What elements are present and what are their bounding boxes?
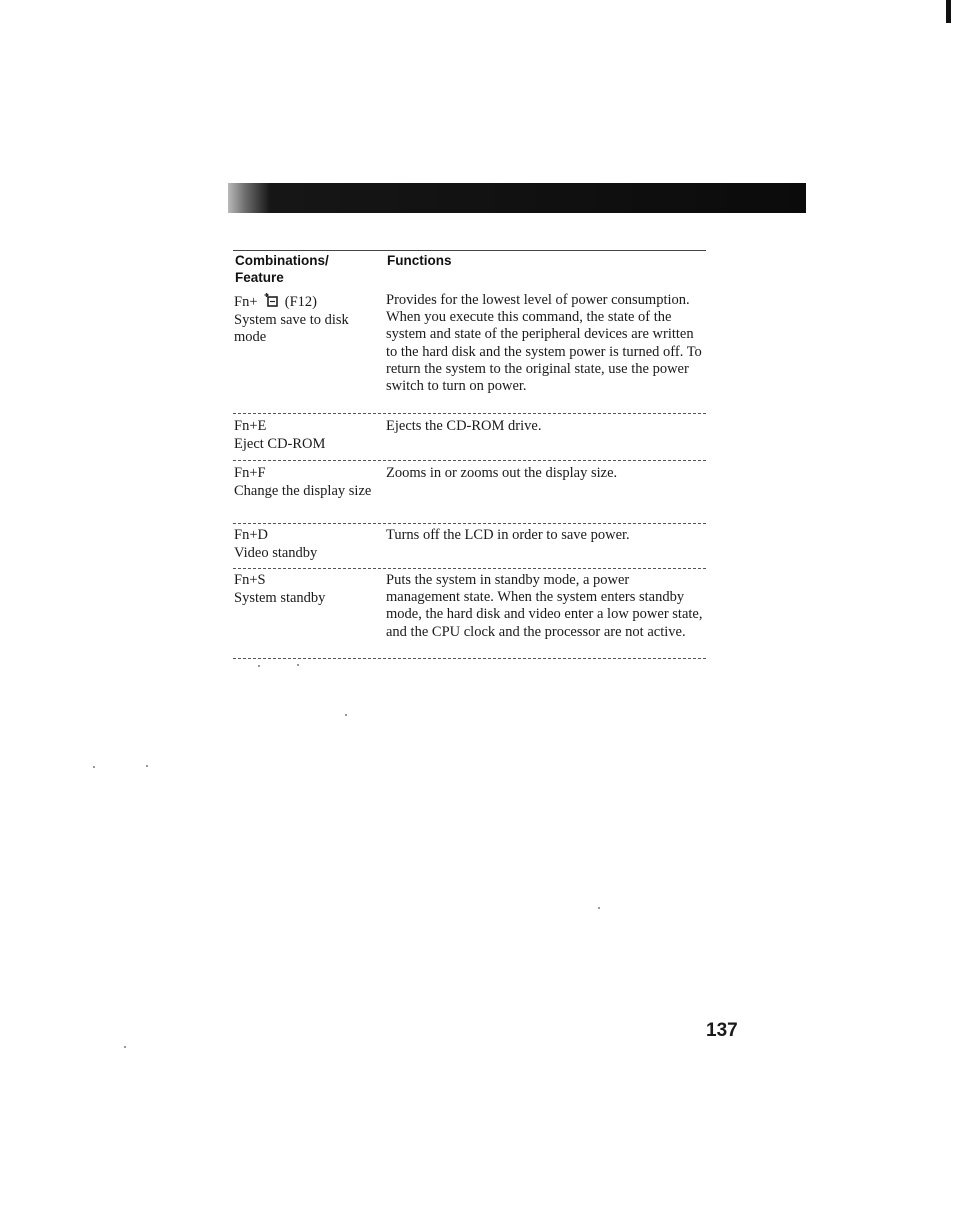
feature-name: Change the display size: [234, 482, 372, 499]
function-description: Turns off the LCD in order to save power.: [386, 527, 630, 543]
feature-name: System standby: [234, 589, 326, 606]
row-divider: [233, 658, 706, 659]
combo-key: Fn+E: [234, 418, 267, 434]
scan-speck: [146, 765, 148, 767]
scan-speck: [124, 1046, 126, 1048]
function-description: Ejects the CD-ROM drive.: [386, 418, 542, 434]
page-edge-mark: [946, 0, 951, 23]
row-divider: [233, 523, 706, 524]
page-number: 137: [706, 1020, 738, 1041]
combo-key: Fn+S: [234, 572, 266, 588]
combo-key: Fn+F: [234, 465, 266, 481]
combo-key: Fn+: [234, 294, 258, 310]
table-top-rule: [233, 250, 706, 251]
column-header-functions: Functions: [387, 253, 452, 268]
chapter-header-bar: [228, 183, 806, 213]
function-description: Zooms in or zooms out the display size.: [386, 465, 618, 481]
scan-speck: [258, 665, 260, 667]
function-description: Provides for the lowest level of power consumption. When you execute this command, the state of the system and state of the peripheral devices are written to the hard disk and the system power is turned off. To return the system to the original state, use the power switch to turn on power.: [386, 292, 702, 395]
row-combination: [234, 572, 374, 607]
scan-speck: [297, 664, 299, 666]
row-divider: [233, 413, 706, 414]
combo-key-suffix: (F12): [284, 294, 317, 310]
row-divider: [233, 460, 706, 461]
row-combination: [234, 527, 374, 562]
feature-name: Eject CD-ROM: [234, 435, 326, 452]
row-combination: [234, 418, 374, 453]
feature-name: System save to disk mode: [234, 311, 349, 345]
row-combination: [234, 292, 374, 347]
scan-speck: [598, 907, 600, 909]
row-combination: [234, 465, 374, 500]
suspend-to-disk-icon: [263, 292, 279, 308]
scan-speck: [345, 714, 347, 716]
feature-name: Video standby: [234, 544, 318, 561]
combo-key: Fn+D: [234, 527, 268, 543]
column-header-combinations: Combinations/ Feature: [235, 253, 329, 285]
scan-speck: [93, 766, 95, 768]
row-divider: [233, 568, 706, 569]
function-description: Puts the system in standby mode, a power management state. When the system enters standby mode, the hard disk and video enter a low power state, and the CPU clock and the processor are not active.: [386, 572, 703, 640]
